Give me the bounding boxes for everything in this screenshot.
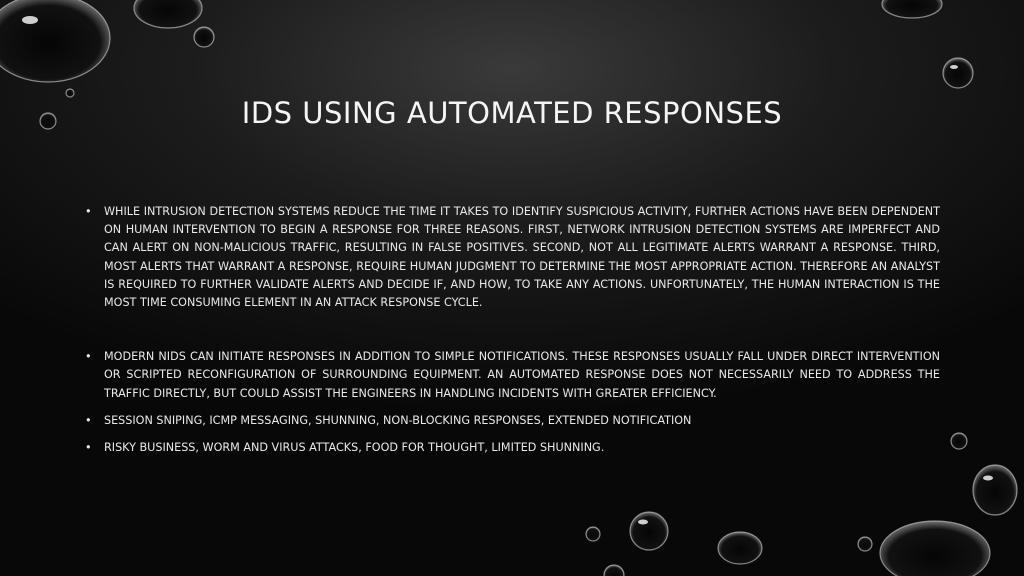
- list-item: • RISKY BUSINESS, WORM AND VIRUS ATTACKS, FOOD FOR THOUGHT, LIMITED SHUNNING.: [82, 439, 940, 457]
- list-item: • SESSION SNIPING, ICMP MESSAGING, SHUNNING, NON-BLOCKING RESPONSES, EXTENDED NOTIFICATION: [82, 412, 940, 430]
- bullet-list: [82, 203, 940, 457]
- list-item: • WHILE INTRUSION DETECTION SYSTEMS REDUCE THE TIME IT TAKES TO IDENTIFY SUSPICIOUS ACTIVITY, FURTHER ACTIONS HAVE BEEN DEPENDENT ON HUMAN INTERVENTION TO BEGIN A RESPONSE FOR THREE REASONS. FIRST, NETWORK INTRUSION DETECTION SYSTEMS ARE IMPERFECT AND CAN ALERT ON NON-MALICIOUS TRAFFIC, RESULTING IN FALSE POSITIVES. SECOND, NOT ALL LEGITIMATE ALERTS WARRANT A RESPONSE. THIRD, MOST ALERTS THAT WARRANT A RESPONSE, REQUIRE HUMAN JUDGMENT TO DETERMINE THE MOST APPROPRIATE ACTION. THEREFORE AN ANALYST IS REQUIRED TO FURTHER VALIDATE ALERTS AND DECIDE IF, AND HOW, TO TAKE ANY ACTIONS. UNFORTUNATELY, THE HUMAN INTERACTION IS THE MOST TIME CONSUMING ELEMENT IN AN ATTACK RESPONSE CYCLE.: [82, 203, 940, 312]
- slide-title: IDS USING AUTOMATED RESPONSES: [241, 96, 783, 130]
- list-item: • MODERN NIDS CAN INITIATE RESPONSES IN ADDITION TO SIMPLE NOTIFICATIONS. THESE RESPONSES USUALLY FALL UNDER DIRECT INTERVENTION OR SCRIPTED RECONFIGURATION OF SURROUNDING EQUIPMENT. AN AUTOMATED RESPONSE DOES NOT NECESSARILY NEED TO ADDRESS THE TRAFFIC DIRECTLY, BUT COULD ASSIST THE ENGINEERS IN HANDLING INCIDENTS WITH GREATER EFFICIENCY.: [82, 348, 940, 403]
